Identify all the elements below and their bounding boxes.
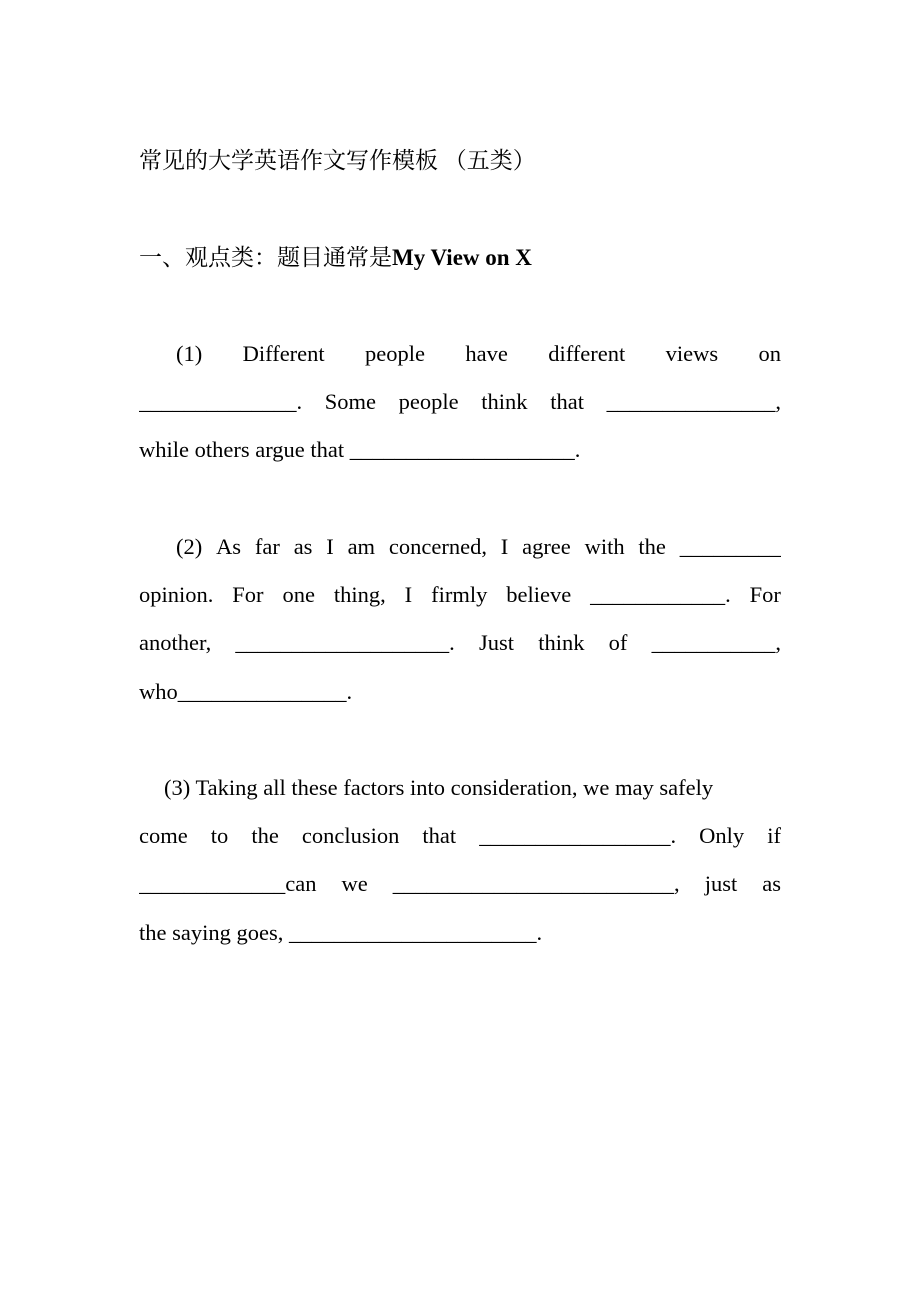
paragraph-2-line-3 — [139, 619, 781, 667]
word: people — [398, 389, 459, 415]
word: have — [465, 341, 508, 366]
word: Only — [699, 823, 745, 849]
word: the — [251, 823, 279, 849]
paragraph-2-line-2 — [139, 571, 781, 619]
line-text: the saying goes, ______________________. — [139, 919, 543, 945]
word: people — [365, 341, 425, 366]
blank: ___________, — [651, 630, 781, 656]
word: For — [749, 582, 781, 608]
word: on — [758, 341, 781, 366]
blank: _____________can — [139, 871, 317, 897]
word: that — [550, 389, 584, 415]
word: Some — [324, 389, 377, 415]
paragraph-3-line-1 — [139, 764, 781, 812]
paragraph-1-line-2 — [139, 378, 781, 426]
paragraph-2 — [139, 523, 781, 716]
word: Just — [478, 630, 514, 656]
blank: ___________________. — [235, 630, 455, 656]
word: that — [422, 823, 457, 849]
line-text: (3) Taking all these factors into consideration, we may safely — [164, 775, 714, 800]
line-text: who_______________. — [139, 678, 353, 704]
word: believe — [506, 582, 572, 608]
word: one — [282, 582, 315, 608]
word: For — [232, 582, 264, 608]
paragraph-1-line-3 — [139, 426, 781, 474]
word: views — [665, 341, 719, 366]
paragraph-2-line-4 — [139, 668, 781, 716]
word: far — [254, 534, 280, 559]
word: think — [481, 389, 528, 415]
word: I — [500, 534, 509, 559]
word: different — [548, 341, 626, 366]
paragraph-2-line-1 — [139, 523, 781, 571]
word: as — [762, 871, 781, 897]
blank: ______________. — [139, 389, 303, 415]
blank: _________________. — [479, 823, 677, 849]
section-heading-prefix: 一、观点类：题目通常是 — [139, 245, 392, 270]
word: just — [704, 871, 738, 897]
document-title: 常见的大学英语作文写作模板 （五类） — [139, 148, 536, 173]
blank: _______________, — [606, 389, 781, 415]
word: I — [404, 582, 413, 608]
word: firmly — [431, 582, 488, 608]
word: I — [326, 534, 334, 559]
word: if — [767, 823, 781, 849]
word: thing, — [333, 582, 386, 608]
section-heading — [139, 241, 781, 275]
word: agree — [522, 534, 571, 559]
word: conclusion — [301, 823, 400, 849]
word: concerned, — [388, 534, 487, 559]
word: (2) — [176, 534, 203, 559]
word: we — [341, 871, 368, 897]
paragraph-1 — [139, 330, 781, 475]
word: the — [638, 534, 666, 559]
paragraph-1-line-1 — [139, 330, 781, 378]
paragraph-3-line-4 — [139, 909, 781, 957]
word: opinion. — [139, 582, 214, 608]
word: as — [293, 534, 313, 559]
word: think — [538, 630, 585, 656]
section-heading-topic: My View on X — [392, 245, 532, 270]
paragraph-3-line-3 — [139, 860, 781, 908]
word: another, — [139, 630, 212, 656]
word: As — [216, 534, 242, 559]
line-text: while others argue that ____________________. — [139, 437, 581, 463]
word: of — [608, 630, 628, 656]
paragraph-3 — [139, 764, 781, 957]
word: to — [210, 823, 229, 849]
word: Different — [242, 341, 325, 366]
blank: _________ — [679, 534, 781, 559]
blank: ____________. — [590, 582, 731, 608]
word: with — [584, 534, 625, 559]
word: (1) — [176, 341, 203, 366]
paragraph-3-line-2 — [139, 812, 781, 860]
blank: _________________________, — [392, 871, 680, 897]
word: am — [347, 534, 376, 559]
word: come — [139, 823, 188, 849]
